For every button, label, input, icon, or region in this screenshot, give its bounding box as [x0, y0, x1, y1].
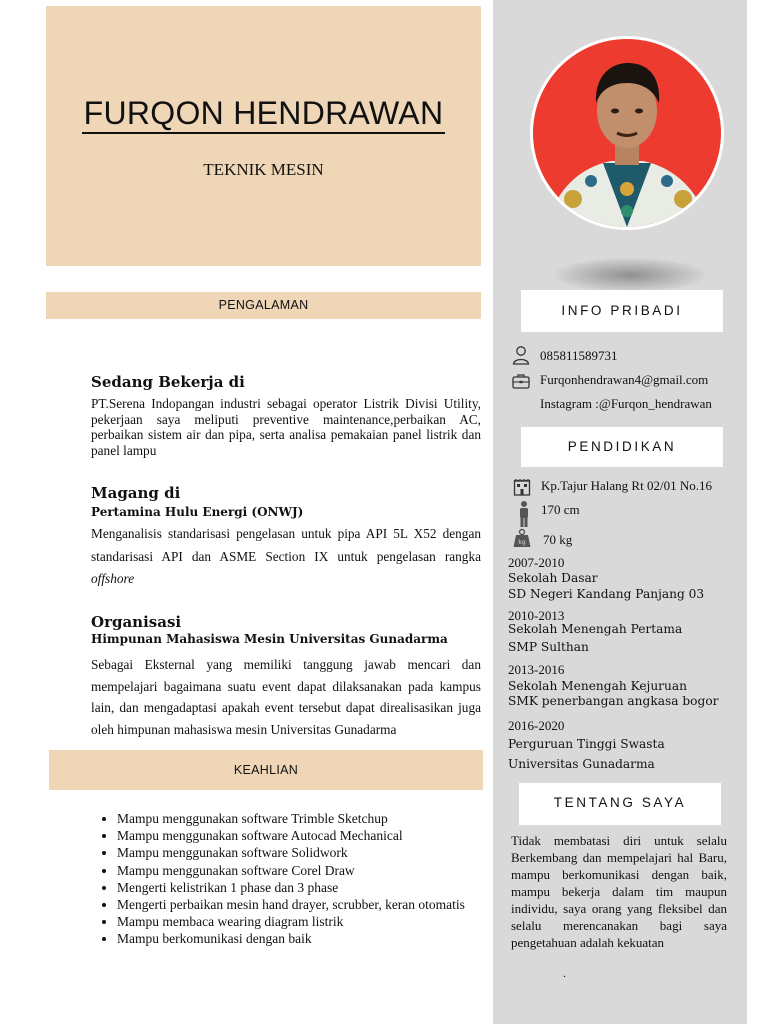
- skill-item: • Mampu menggunakan software Trimble Sketchup: [117, 810, 517, 827]
- experience-subheading-organization: Himpunan Mahasiswa Mesin Universitas Gunadarma: [91, 632, 448, 646]
- skills-list: [88, 810, 517, 948]
- profile-photo-background: [533, 39, 721, 227]
- height-icon: [514, 500, 534, 528]
- education-level: Sekolah Menengah Pertama: [508, 622, 683, 636]
- experience-heading-current-job: Sedang Bekerja di: [91, 373, 245, 391]
- profile-photo: [530, 36, 724, 230]
- briefcase-icon: [511, 371, 531, 391]
- skill-item: • Mampu menggunakan software Corel Draw: [117, 862, 517, 879]
- person-icon: [511, 345, 531, 365]
- section-label-skills: KEAHLIAN: [49, 750, 483, 790]
- email-address: Furqonhendrawan4@gmail.com: [540, 372, 709, 387]
- weight-icon: [512, 528, 532, 548]
- experience-body-internship-text: Menganalisis standarisasi pengelasan untuk pipa API 5L X52 dengan standarisasi API dan ASME Section IX untuk pengelasan rangka: [91, 526, 481, 564]
- education-years: 2013-2016: [508, 662, 565, 677]
- about-text: Tidak membatasi diri untuk selalu Berkembang dan mempelajari hal Baru, mampu berkomunikasi dengan baik, mampu bekerja dalam tim maupun individu, saya orang yang fleksibel dan selalu merencanakan bagi saya pengetahuan adalah kekuatan: [511, 833, 727, 950]
- education-school: Universitas Gunadarma: [508, 757, 655, 771]
- experience-subheading-internship: Pertamina Hulu Energi (ONWJ): [91, 505, 304, 519]
- skill-item: • Mampu menggunakan software Autocad Mechanical: [117, 827, 517, 844]
- stray-mark: .: [563, 966, 566, 980]
- body-weight: 70 kg: [543, 532, 573, 547]
- section-label-about: TENTANG SAYA: [519, 783, 721, 825]
- education-level: Sekolah Menengah Kejuruan: [508, 679, 687, 693]
- body-height: 170 cm: [541, 502, 580, 517]
- section-label-experience: PENGALAMAN: [46, 292, 481, 319]
- section-label-personal-info: INFO PRIBADI: [521, 290, 723, 332]
- skill-item: • Mampu membaca wearing diagram listrik: [117, 913, 517, 930]
- education-school: SMP Sulthan: [508, 640, 589, 654]
- experience-body-current-job: PT.Serena Indopangan industri sebagai operator Listrik Divisi Utility, pekerjaan saya meliputi preventive maintenance,perbaikan AC, perbaikan sistem air dan pipa, serta analisa pemakaian panel listrik dan panel lampu: [91, 396, 481, 458]
- full-name-text: FURQON HENDRAWAN: [82, 95, 446, 134]
- education-years: 2007-2010: [508, 555, 565, 570]
- header-block: [46, 6, 481, 266]
- experience-body-organization: Sebagai Eksternal yang memiliki tanggung jawab mencari dan mempelajari bagaimana suatu event dapat dilaksanakan pada kampus lain, dan mengadaptasi apakah event tersebut dapat direalisasikan juga oleh himpunan mahasiswa mesin Universitas Gunadarma: [91, 657, 481, 737]
- education-school: SMK penerbangan angkasa bogor: [508, 694, 719, 708]
- instagram-handle: Instagram :@Furqon_hendrawan: [540, 396, 712, 411]
- building-icon: [512, 477, 532, 497]
- education-level: Perguruan Tinggi Swasta: [508, 737, 665, 751]
- education-level: Sekolah Dasar: [508, 571, 598, 585]
- education-years: 2010-2013: [508, 608, 565, 623]
- photo-shadow: [555, 258, 705, 292]
- skill-item: • Mengerti kelistrikan 1 phase dan 3 phase: [117, 879, 517, 896]
- experience-body-internship: [91, 523, 481, 591]
- education-years: 2016-2020: [508, 718, 565, 733]
- section-label-education: PENDIDIKAN: [521, 427, 723, 467]
- phone-number: 085811589731: [540, 348, 618, 363]
- full-name: [46, 95, 481, 132]
- experience-body-internship-italic: offshore: [91, 571, 135, 586]
- svg-text:kg: kg: [518, 539, 526, 546]
- skill-item: • Mampu menggunakan software Solidwork: [117, 844, 517, 861]
- education-school: SD Negeri Kandang Panjang 03: [508, 587, 705, 601]
- home-address: Kp.Tajur Halang Rt 02/01 No.16: [541, 478, 712, 493]
- skill-item: • Mampu berkomunikasi dengan baik: [117, 930, 517, 947]
- experience-heading-organization: Organisasi: [91, 613, 182, 631]
- skill-item: • Mengerti perbaikan mesin hand drayer, scrubber, keran otomatis: [117, 896, 517, 913]
- experience-heading-internship: Magang di: [91, 484, 181, 502]
- job-title: TEKNIK MESIN: [203, 160, 324, 179]
- portrait-illustration: [533, 39, 721, 227]
